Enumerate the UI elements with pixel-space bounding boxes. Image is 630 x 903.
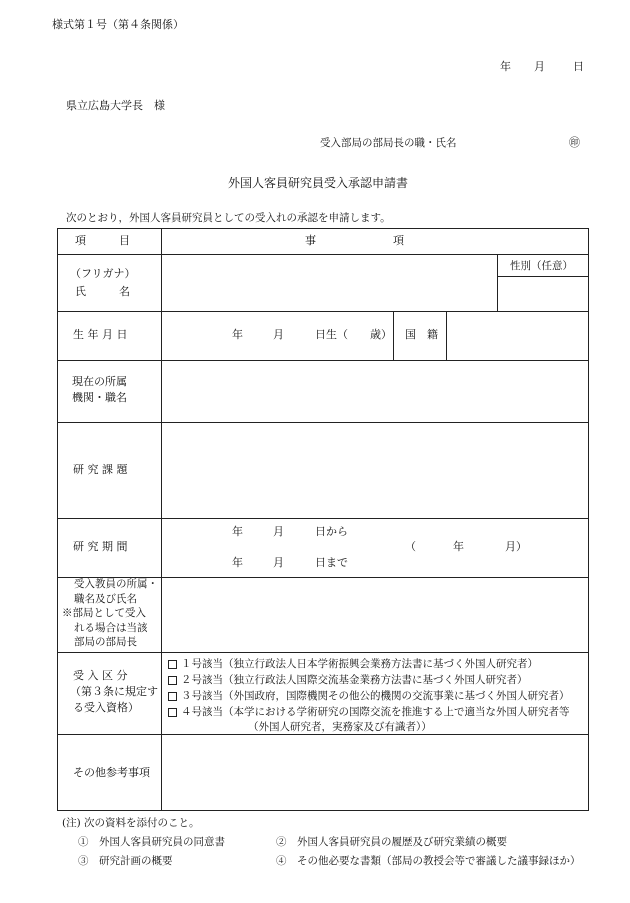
period-to-month: 月 bbox=[273, 556, 284, 569]
addressee: 県立広島大学長 様 bbox=[66, 99, 165, 112]
host-label-line: 部局の部局長 bbox=[74, 636, 137, 648]
period-from-day: 日から bbox=[315, 525, 348, 538]
category-4-continuation: （外国人研究者，実務家及び有識者）） bbox=[248, 721, 432, 733]
research-topic-label: 研 究 課 題 bbox=[73, 463, 128, 476]
category-text-1: １号該当（独立行政法人日本学術振興会業務方法書に基づく外国人研究者） bbox=[181, 658, 538, 670]
date-year-label: 年 bbox=[500, 60, 511, 73]
category-option-2[interactable] bbox=[168, 672, 528, 688]
host-label-line: 職名及び氏名 bbox=[74, 592, 137, 605]
document-title: 外国人客員研究員受入承認申請書 bbox=[228, 176, 409, 190]
checkbox-icon[interactable] bbox=[168, 676, 177, 685]
period-from-month: 月 bbox=[273, 525, 284, 538]
checkbox-icon[interactable] bbox=[168, 660, 177, 669]
research-period-label: 研 究 期 間 bbox=[73, 540, 128, 553]
category-label-line: （第３条に規定す bbox=[70, 685, 158, 698]
host-label-line: 受入教員の所属・ bbox=[74, 578, 158, 590]
other-notes-label: その他参考事項 bbox=[73, 766, 150, 779]
head-item: 項 目 bbox=[75, 234, 130, 247]
gender-label: 性別（任意） bbox=[510, 260, 573, 272]
head-matter: 事 項 bbox=[305, 234, 404, 247]
nationality-field[interactable] bbox=[447, 312, 587, 359]
note-item: ④ その他必要な書類（部局の教授会等で審議した議事録ほか） bbox=[276, 855, 581, 867]
intro-text: 次のとおり，外国人客員研究員としての受入れの承認を申請します。 bbox=[66, 212, 391, 224]
host-field[interactable] bbox=[162, 578, 587, 651]
name-field[interactable] bbox=[162, 255, 496, 310]
period-total-month: 月） bbox=[505, 540, 527, 553]
period-from-year: 年 bbox=[232, 525, 243, 538]
form-number: 様式第１号（第４条関係） bbox=[52, 18, 184, 31]
period-to-day: 日まで bbox=[315, 556, 348, 569]
birth-day-age-label: 日生（ 歳） bbox=[315, 328, 392, 341]
category-text-2: ２号該当（独立行政法人国際交流基金業務方法書に基づく外国人研究者） bbox=[181, 674, 528, 686]
date-month-label: 月 bbox=[534, 60, 545, 73]
affiliation-field[interactable] bbox=[162, 361, 587, 421]
period-to-year: 年 bbox=[232, 556, 243, 569]
note-item: ③ 研究計画の概要 bbox=[78, 855, 173, 867]
category-label-line: 受 入 区 分 bbox=[73, 669, 128, 682]
seal-mark: ㊞ bbox=[569, 136, 580, 149]
category-label bbox=[70, 668, 158, 716]
category-option-4[interactable] bbox=[168, 704, 570, 720]
category-text-4: ４号該当（本学における学術研究の国際交流を推進する上で適当な外国人研究者等 bbox=[181, 706, 570, 718]
name-label: 氏 名 bbox=[75, 285, 130, 298]
gender-field[interactable] bbox=[498, 277, 587, 310]
nationality-label: 国 籍 bbox=[405, 328, 438, 341]
date-day-label: 日 bbox=[573, 60, 584, 73]
category-label-line: る受入資格） bbox=[73, 701, 139, 714]
applicant-label: 受入部局の部局長の職・氏名 bbox=[320, 137, 457, 149]
note-item: ② 外国人客員研究員の履歴及び研究業績の概要 bbox=[276, 836, 507, 848]
other-notes-field[interactable] bbox=[162, 735, 587, 809]
host-label-line: ※部局として受入 bbox=[62, 607, 146, 619]
note-item: ① 外国人客員研究員の同意書 bbox=[78, 836, 225, 848]
category-option-1[interactable] bbox=[168, 656, 538, 672]
furigana-label: （フリガナ） bbox=[70, 267, 136, 280]
category-option-3[interactable] bbox=[168, 688, 570, 704]
notes-heading: (注) 次の資料を添付のこと。 bbox=[62, 817, 200, 829]
period-total-year: 年 bbox=[453, 540, 464, 553]
host-label-line: れる場合は当該 bbox=[74, 621, 148, 634]
period-total-open: （ bbox=[405, 540, 416, 553]
checkbox-icon[interactable] bbox=[168, 708, 177, 717]
birth-date-label: 生 年 月 日 bbox=[73, 328, 128, 341]
affiliation-label-2: 機関・職名 bbox=[72, 391, 127, 404]
birth-month-label: 月 bbox=[273, 328, 284, 341]
host-label bbox=[62, 577, 158, 650]
research-topic-field[interactable] bbox=[162, 423, 587, 517]
affiliation-label-1: 現在の所属 bbox=[72, 375, 127, 388]
checkbox-icon[interactable] bbox=[168, 692, 177, 701]
category-text-3: ３号該当（外国政府，国際機関その他公的機関の交流事業に基づく外国人研究者） bbox=[181, 690, 570, 702]
birth-year-label: 年 bbox=[232, 328, 243, 341]
